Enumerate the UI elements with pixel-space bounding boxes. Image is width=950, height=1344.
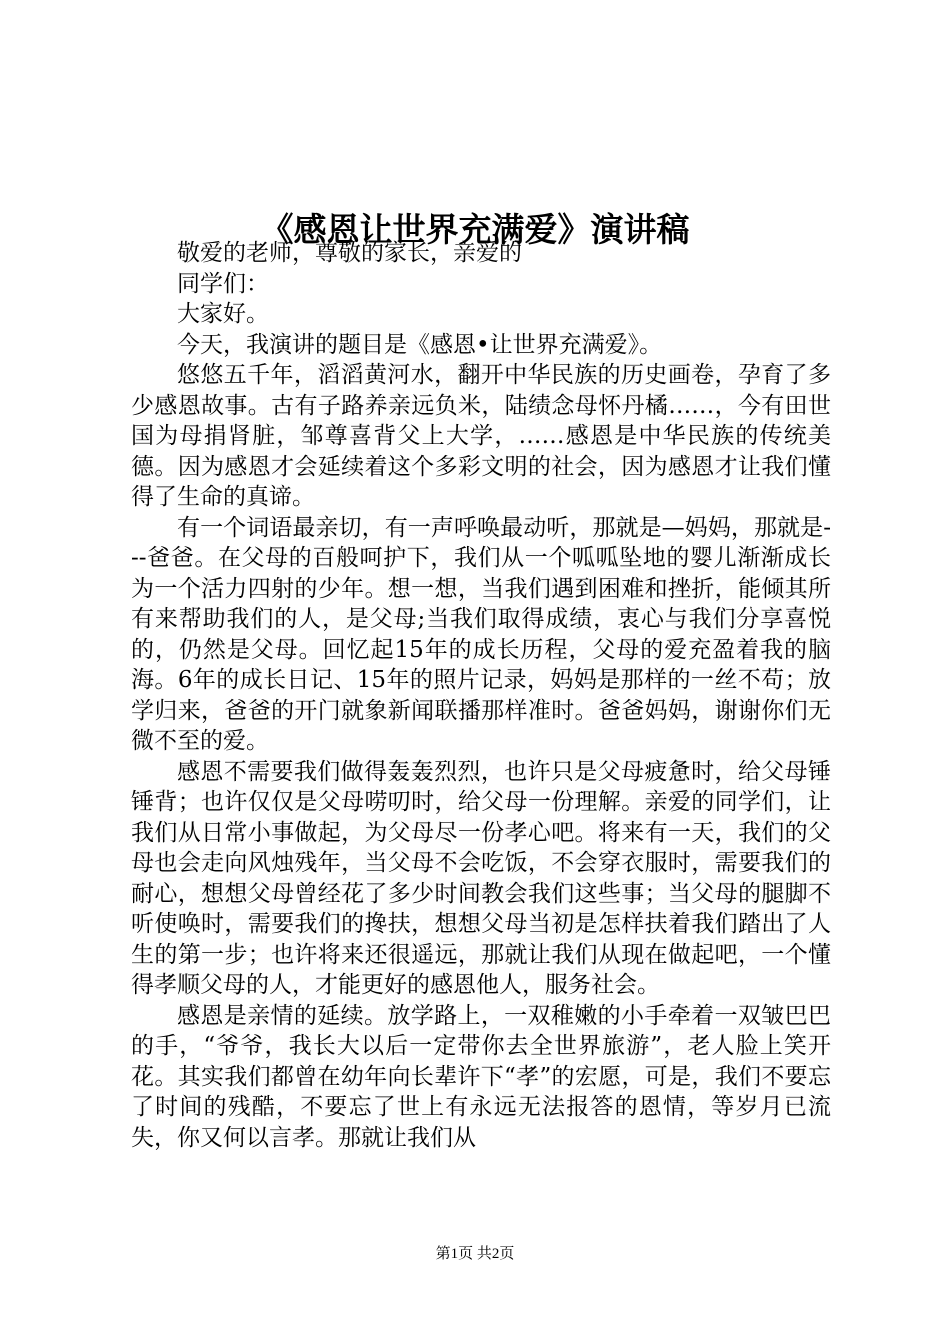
- page-footer: 第1页 共2页: [435, 1246, 515, 1262]
- paragraph-small-things: 感恩不需要我们做得轰轰烈烈，也许只是父母疲惫时，给父母锤锤背；也许仅仅是父母唠叨时，给父母一份理解。亲爱的同学们，让我们从日常小事做起，为父母尽一份孝心吧。将来有一天，我们的父母也会走向风烛残年，当父母不会吃饭，不会穿衣服时，需要我们的耐心，想想父母曾经花了多少时间教会我们这些事；当父母的腿脚不听使唤时，需要我们的搀扶，想想父母当初是怎样扶着我们踏出了人生的第一步；也许将来还很遥远，那就让我们从现在做起吧，一个懂得孝顺父母的人，才能更好的感恩他人，服务社会。: [131, 758, 831, 998]
- paragraph-salutation-2: 同学们：: [177, 270, 269, 297]
- paragraph-parents: 有一个词语最亲切，有一声呼唤最动听，那就是—妈妈，那就是---爸爸。在父母的百般呵护下，我们从一个呱呱坠地的婴儿渐渐成长为一个活力四射的少年。想一想，当我们遇到困难和挫折，能倾其所有来帮助我们的人，是父母;当我们取得成绩，衷心与我们分享喜悦的，仍然是父母。回忆起15年的成长历程，父母的爱充盈着我的脑海。6年的成长日记、15年的照片记录，妈妈是那样的一丝不苟；放学归来，爸爸的开门就象新闻联播那样准时。爸爸妈妈，谢谢你们无微不至的爱。: [131, 514, 831, 754]
- paragraph-salutation-1: 敬爱的老师，尊敬的家长，亲爱的: [177, 240, 522, 266]
- paragraph-family: 感恩是亲情的延续。放学路上，一双稚嫩的小手牵着一双皱巴巴的手，“爷爷，我长大以后一定带你去全世界旅游”，老人脸上笑开花。其实我们都曾在幼年向长辈许下“孝”的宏愿，可是，我们不要忘了时间的残酷，不要忘了世上有永远无法报答的恩情，等岁月已流失，你又何以言孝。那就让我们从: [131, 1002, 831, 1151]
- paragraph-history: 悠悠五千年，滔滔黄河水，翻开中华民族的历史画卷，孕育了多少感恩故事。古有子路养亲远负米，陆绩念母怀丹橘……，今有田世国为母捐肾脏，邹尊喜背父上大学，……感恩是中华民族的传统美德。因为感恩才会延续着这个多彩文明的社会，因为感恩才让我们懂得了生命的真谛。: [131, 362, 831, 510]
- paragraph-greeting: 大家好。: [177, 301, 269, 327]
- paragraph-topic: 今天，我演讲的题目是《感恩•让世界充满爱》。: [177, 331, 663, 358]
- document-title: 《感恩让世界充满爱》演讲稿: [260, 210, 690, 250]
- document-body: [131, 238, 831, 1153]
